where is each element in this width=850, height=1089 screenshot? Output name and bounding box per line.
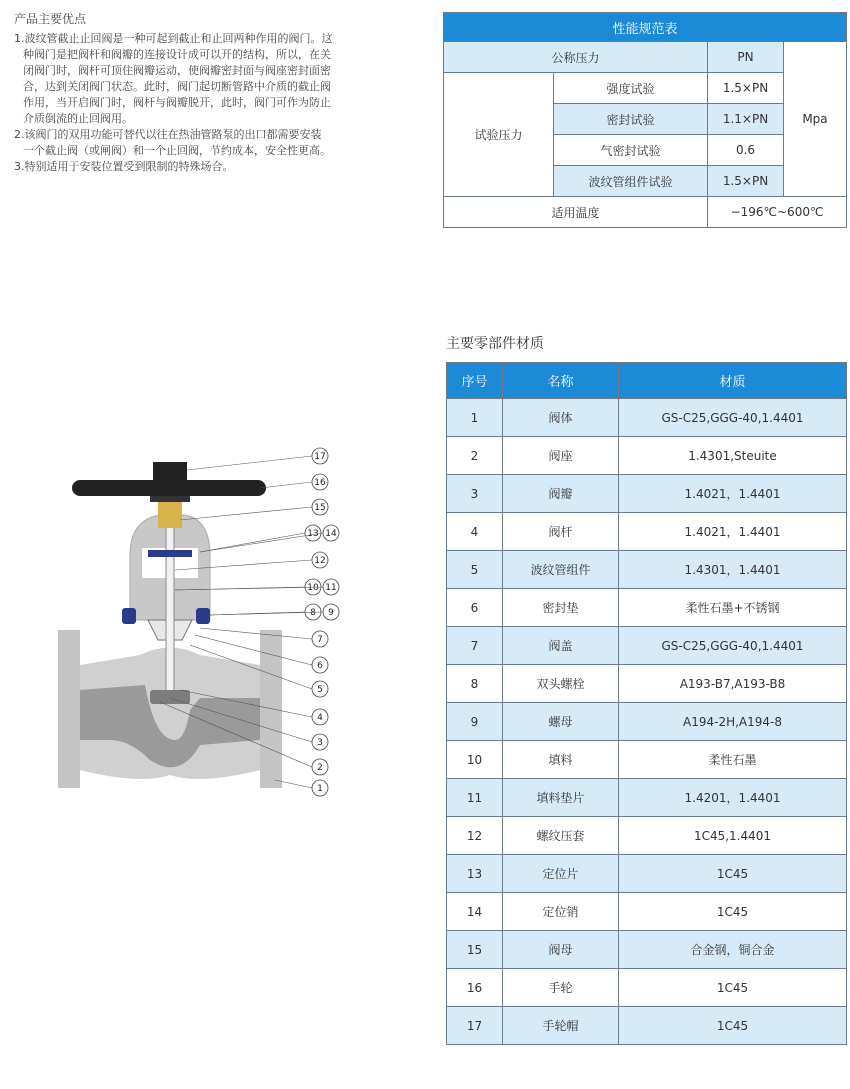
advantages-title: 产品主要优点 [14,12,87,26]
row-index: 7 [447,627,503,665]
callout-number: 5 [317,685,323,695]
spec-table-title: 性能规范表 [444,13,847,42]
test-value: 1.5×PN [708,73,784,104]
test-name: 气密封试验 [554,135,708,166]
materials-row [447,513,847,551]
callout-number: 9 [328,608,334,618]
part-material: 1.4301，1.4401 [619,551,847,589]
left-flange [58,630,80,788]
nominal-pressure-label: 公称压力 [444,42,708,73]
materials-row [447,1007,847,1045]
part-material: 1.4021，1.4401 [619,513,847,551]
valve-cross-section-diagram [50,440,350,810]
materials-row [447,779,847,817]
part-name: 阀杆 [503,513,619,551]
part-material: 1C45 [619,893,847,931]
row-index: 6 [447,589,503,627]
callout-number: 16 [314,478,326,488]
callout-number: 15 [314,503,326,513]
row-index: 15 [447,931,503,969]
part-name: 阀座 [503,437,619,475]
handwheel-cap [153,462,187,480]
valve-stem [166,500,174,695]
part-name: 手轮 [503,969,619,1007]
locating-plate [148,550,192,557]
part-name: 螺母 [503,703,619,741]
row-index: 14 [447,893,503,931]
part-name: 填料垫片 [503,779,619,817]
callout-number: 17 [314,452,326,462]
part-name: 定位销 [503,893,619,931]
right-flange [260,630,282,788]
materials-row [447,437,847,475]
advantage-line: 2.该阀门的双用功能可替代以往在热油管路泵的出口都需要安装 [14,128,322,141]
pressure-unit: Mpa [784,42,847,197]
materials-row [447,969,847,1007]
part-material: GS-C25,GGG-40,1.4401 [619,627,847,665]
temperature-value: −196℃~600℃ [708,197,847,228]
materials-title: 主要零部件材质 [446,336,544,352]
part-name: 填料 [503,741,619,779]
part-material: 柔性石墨 [619,741,847,779]
part-material: 1.4201，1.4401 [619,779,847,817]
part-material: 1C45 [619,855,847,893]
materials-row [447,893,847,931]
bolt-nut-right [196,608,210,624]
callout-leader-line [260,482,312,488]
yoke-nut [158,502,182,528]
part-name: 定位片 [503,855,619,893]
callout-leader-line [187,456,312,470]
part-material: 合金钢，铜合金 [619,931,847,969]
test-pressure-label: 试验压力 [444,73,554,197]
materials-row [447,589,847,627]
materials-row [447,703,847,741]
bolt-nut-left [122,608,136,624]
part-name: 螺纹压套 [503,817,619,855]
callout-leader-line [200,533,305,552]
handwheel-hub [150,496,190,502]
test-name: 密封试验 [554,104,708,135]
part-name: 阀盖 [503,627,619,665]
part-name: 密封垫 [503,589,619,627]
row-index: 16 [447,969,503,1007]
header-material: 材质 [619,363,847,399]
part-material: A194-2H,A194-8 [619,703,847,741]
materials-row [447,931,847,969]
header-name: 名称 [503,363,619,399]
part-material: 1C45,1.4401 [619,817,847,855]
advantage-line: 闭阀门时，阀杆可顶住阀瓣运动，使阀瓣密封面与阀座密封面密 [23,64,331,77]
callout-leader-line [180,507,312,520]
row-index: 13 [447,855,503,893]
callout-number: 11 [325,583,337,593]
callout-number: 10 [307,583,319,593]
materials-row [447,855,847,893]
materials-row [447,665,847,703]
callout-number: 7 [317,635,323,645]
row-index: 4 [447,513,503,551]
part-material: 1C45 [619,1007,847,1045]
part-material: 1.4021，1.4401 [619,475,847,513]
part-material: 1C45 [619,969,847,1007]
header-index: 序号 [447,363,503,399]
part-name: 双头螺栓 [503,665,619,703]
row-index: 1 [447,399,503,437]
part-name: 波纹管组件 [503,551,619,589]
row-index: 9 [447,703,503,741]
advantage-line: 作用，当开启阀门时，阀杆与阀瓣脱开，此时，阀门可作为防止 [23,96,331,109]
materials-header-row [447,363,847,399]
materials-row [447,475,847,513]
advantage-line: 一个截止阀（或闸阀）和一个止回阀，节约成本，安全性更高。 [23,144,331,157]
advantage-line: 合，达到关闭阀门状态。此时，阀门起切断管路中介质的截止阀 [23,80,331,93]
materials-row [447,817,847,855]
test-name: 波纹管组件试验 [554,166,708,197]
test-value: 0.6 [708,135,784,166]
row-index: 3 [447,475,503,513]
advantage-line: 种阀门是把阀杆和阀瓣的连接设计成可以开的结构，所以，在关 [23,48,331,61]
valve-disc [150,690,190,704]
part-material: A193-B7,A193-B8 [619,665,847,703]
test-value: 1.1×PN [708,104,784,135]
row-index: 17 [447,1007,503,1045]
callout-number: 2 [317,763,323,773]
part-name: 阀母 [503,931,619,969]
materials-row [447,741,847,779]
advantages-list [14,31,394,175]
part-material: 1.4301,Steuite [619,437,847,475]
callout-number: 14 [325,529,337,539]
row-index: 12 [447,817,503,855]
part-name: 手轮帽 [503,1007,619,1045]
part-name: 阀体 [503,399,619,437]
test-name: 强度试验 [554,73,708,104]
materials-row [447,627,847,665]
advantage-line: 介质倒流的止回阀用。 [23,112,133,125]
callout-number: 12 [314,556,326,566]
materials-table [446,362,847,1045]
part-material: 柔性石墨+不锈钢 [619,589,847,627]
callout-leader-line [200,628,312,639]
advantage-line: 3.特别适用于安装位置受到限制的特殊场合。 [14,160,234,173]
test-value: 1.5×PN [708,166,784,197]
callout-number: 13 [307,529,319,539]
part-material: GS-C25,GGG-40,1.4401 [619,399,847,437]
row-index: 5 [447,551,503,589]
row-index: 10 [447,741,503,779]
row-index: 8 [447,665,503,703]
callout-number: 1 [317,784,323,794]
row-index: 11 [447,779,503,817]
advantage-line: 1.波纹管截止止回阀是一种可起到截止和止回两种作用的阀门。这 [14,32,333,45]
callout-number: 4 [317,713,323,723]
callout-number: 8 [310,608,316,618]
materials-row [447,551,847,589]
nominal-pressure-value: PN [708,42,784,73]
row-index: 2 [447,437,503,475]
materials-row [447,399,847,437]
callout-leader-line [200,533,323,552]
temperature-label: 适用温度 [444,197,708,228]
performance-spec-table [443,12,847,228]
callout-number: 3 [317,738,323,748]
handwheel [72,480,266,496]
callout-number: 6 [317,661,323,671]
part-name: 阀瓣 [503,475,619,513]
